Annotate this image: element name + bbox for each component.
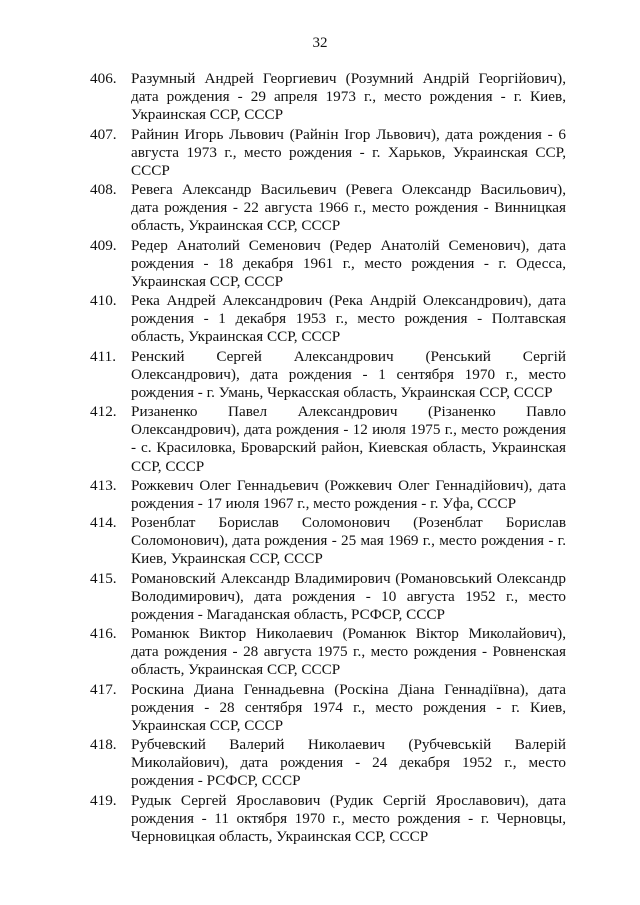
entry-text: Ревега Александр Васильевич (Ревега Олександр Васильович), дата рождения - 22 августа 1966 г., место рождения - Винницкая область, Украинская ССР, СССР [131, 181, 566, 235]
list-item [90, 514, 566, 569]
list-item [90, 70, 566, 125]
entry-number: 409. [90, 236, 117, 254]
entry-number: 418. [90, 736, 117, 753]
entry-text: Разумный Андрей Георгиевич (Розумний Андрій Георгійович), дата рождения - 29 апреля 1973 г., место рождения - г. Киев, Украинская ССР, СССР [131, 70, 566, 124]
entry-number: 415. [90, 569, 117, 587]
entry-text: Река Андрей Александрович (Река Андрій Олександрович), дата рождения - 1 декабря 1953 г., место рождения - Полтавская область, Украинская ССР, СССР [131, 292, 566, 346]
entry-text: Редер Анатолий Семенович (Редер Анатолій Семенович), дата рождения - 18 декабря 1961 г., место рождения - г. Одесса, Украинская ССР, СССР [131, 236, 566, 290]
entry-number: 417. [90, 680, 117, 698]
entry-text: Рубчевский Валерий Николаевич (Рубчевській Валерій Миколайович), дата рождения - 24 декабря 1952 г., место рождения - РСФСР, СССР [131, 736, 566, 790]
entry-text: Ризаненко Павел Александрович (Різаненко Павло Олександрович), дата рождения - 12 июля 1975 г., место рождения - с. Красиловка, Броварский район, Киевская область, Украинская ССР, СССР [131, 403, 566, 475]
entry-text: Ренский Сергей Александрович (Ренський Сергій Олександрович), дата рождения - 1 сентября 1970 г., место рождения - г. Умань, Черкасская область, Украинская ССР, СССР [131, 347, 566, 401]
entry-number: 412. [90, 403, 117, 420]
list-item [90, 625, 566, 680]
entry-number: 406. [90, 70, 117, 87]
list-item [90, 403, 566, 476]
entry-number: 408. [90, 181, 117, 198]
list-item [90, 736, 566, 791]
entry-text: Райнин Игорь Львович (Райнін Ігор Львович), дата рождения - 6 августа 1973 г., место рождения - г. Харьков, Украинская ССР, СССР [131, 125, 566, 179]
entry-text: Розенблат Борислав Соломонович (Розенблат Борислав Соломонович), дата рождения - 25 мая 1969 г., место рождения - г. Киев, Украинская ССР, СССР [131, 514, 566, 568]
entry-number: 414. [90, 514, 117, 531]
list-item [90, 126, 566, 181]
list-item [90, 181, 566, 236]
entry-number: 410. [90, 292, 117, 309]
entry-text: Рудык Сергей Ярославович (Рудик Сергій Ярославович), дата рождения - 11 октября 1970 г., место рождения - г. Черновцы, Черновицкая область, Украинская ССР, СССР [131, 791, 566, 845]
entry-number: 416. [90, 625, 117, 642]
entry-text: Роскина Диана Геннадьевна (Роскіна Діана Геннадіївна), дата рождения - 28 сентября 1974 г., место рождения - г. Киев, Украинская ССР, СССР [131, 680, 566, 734]
entry-number: 407. [90, 125, 117, 143]
list-item [90, 348, 566, 403]
list-item [90, 292, 566, 347]
list-item [90, 792, 566, 847]
list-item [90, 477, 566, 513]
entry-number: 413. [90, 476, 117, 494]
list-item [90, 570, 566, 625]
entry-text: Рожкевич Олег Геннадьевич (Рожкевич Олег Геннадійович), дата рождения - 17 июля 1967 г., место рождения - г. Уфа, СССР [131, 476, 566, 512]
entry-number: 411. [90, 347, 117, 365]
entry-list [90, 70, 566, 847]
page-number: 32 [312, 35, 328, 51]
entry-text: Романюк Виктор Николаевич (Романюк Віктор Миколайович), дата рождения - 28 августа 1975 г., место рождения - Ровненская область, Украинская ССР, СССР [131, 625, 566, 679]
list-item [90, 681, 566, 736]
entry-number: 419. [90, 791, 117, 809]
entry-text: Романовский Александр Владимирович (Романовський Олександр Володимирович), дата рождения - 10 августа 1952 г., место рождения - Магаданская область, РСФСР, СССР [131, 569, 566, 623]
list-item [90, 237, 566, 292]
